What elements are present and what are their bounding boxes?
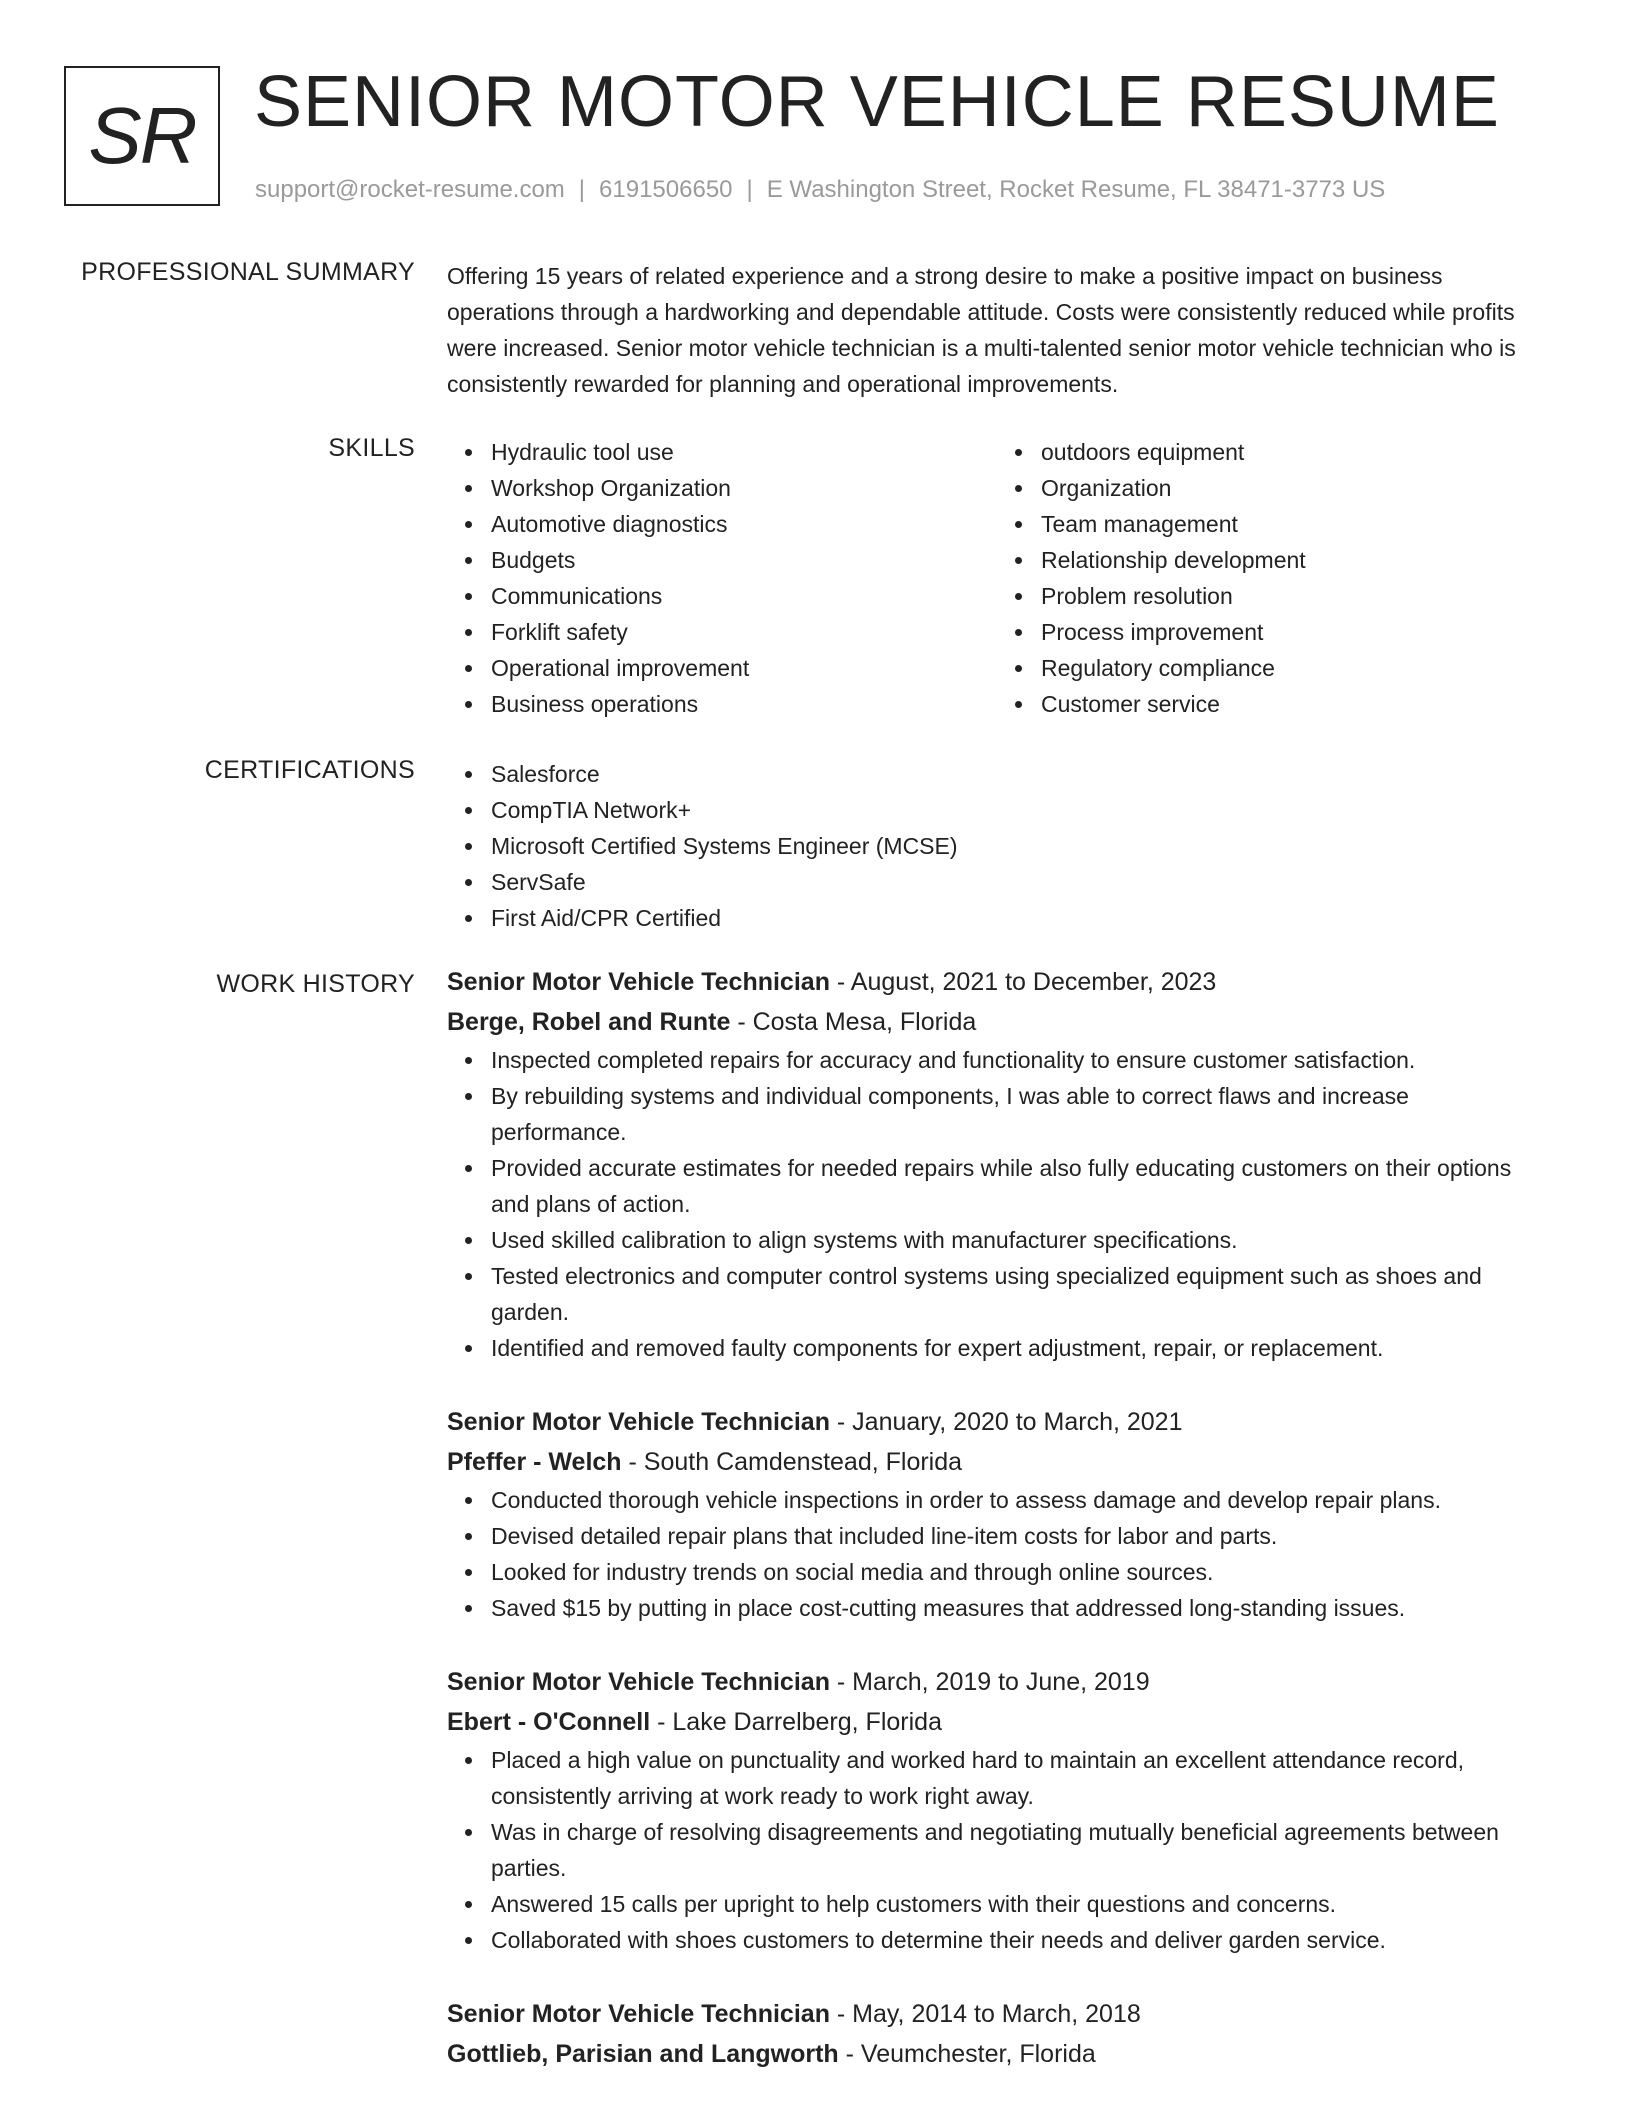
list-item: First Aid/CPR Certified [491,900,1547,936]
list-item: Identified and removed faulty components for expert adjustment, repair, or replacement. [491,1330,1547,1366]
job-role: Senior Motor Vehicle Technician [447,2000,830,2028]
job-entry [447,1402,1547,1626]
list-item: outdoors equipment [1041,434,1547,470]
skills-list [447,434,1547,722]
list-item: Customer service [1041,686,1547,722]
job-bullets [447,1742,1547,1958]
section-title-skills: SKILLS [328,434,415,462]
email-text: support@rocket-resume.com [255,176,565,203]
skills-column-1 [447,434,997,722]
list-item: Answered 15 calls per upright to help customers with their questions and concerns. [491,1886,1547,1922]
job-company-line [447,1702,1547,1742]
job-bullets [447,1482,1547,1626]
list-item: Communications [491,578,997,614]
section-title-certifications: CERTIFICATIONS [204,756,415,784]
job-title-line [447,962,1547,1002]
list-item: Conducted thorough vehicle inspections in order to assess damage and develop repair plans. [491,1482,1547,1518]
list-item: ServSafe [491,864,1547,900]
list-item: Microsoft Certified Systems Engineer (MCSE) [491,828,1547,864]
list-item: Workshop Organization [491,470,997,506]
list-item: Problem resolution [1041,578,1547,614]
job-title-line [447,1662,1547,1702]
skills-column-2 [997,434,1547,722]
job-company-line [447,2034,1547,2074]
separator: | [578,176,586,203]
list-item: Looked for industry trends on social media and through online sources. [491,1554,1547,1590]
list-item: Hydraulic tool use [491,434,997,470]
list-item: Process improvement [1041,614,1547,650]
job-location: - Veumchester, Florida [838,2040,1096,2068]
list-item: Provided accurate estimates for needed repairs while also fully educating customers on their options and plans of action. [491,1150,1547,1222]
address-text: E Washington Street, Rocket Resume, FL 38471-3773 US [766,176,1386,203]
job-role: Senior Motor Vehicle Technician [447,1668,830,1696]
job-bullets [447,1042,1547,1366]
certifications-list [447,756,1547,936]
job-dates: - March, 2019 to June, 2019 [829,1668,1150,1696]
section-title-work-history: WORK HISTORY [216,970,415,998]
summary-text: Offering 15 years of related experience and a strong desire to make a positive impact on business operations through a hardworking and dependable attitude. Costs were consistently reduced while profits were increased. Senior motor vehicle technician is a multi-talented senior motor vehicle technician who is consistently rewarded for planning and operational improvements. [447,263,1516,397]
list-item: Regulatory compliance [1041,650,1547,686]
job-company: Berge, Robel and Runte [447,1008,731,1036]
monogram-logo: SR [64,66,220,206]
job-entry [447,1662,1547,1958]
work-history-list [447,962,1547,2074]
job-location: - South Camdenstead, Florida [621,1448,963,1476]
list-item: Was in charge of resolving disagreements and negotiating mutually beneficial agreements between parties. [491,1814,1547,1886]
certifications-body [447,756,1547,936]
separator: | [746,176,753,203]
job-title-line [447,1402,1547,1442]
list-item: Used skilled calibration to align systems with manufacturer specifications. [491,1222,1547,1258]
page-title: SENIOR MOTOR VEHICLE RESUME [254,62,1500,142]
list-item: Forklift safety [491,614,997,650]
list-item: By rebuilding systems and individual components, I was able to correct flaws and increase performance. [491,1078,1547,1150]
job-role: Senior Motor Vehicle Technician [447,1408,830,1436]
job-role: Senior Motor Vehicle Technician [447,968,830,996]
job-company-line [447,1442,1547,1482]
list-item: Saved $15 by putting in place cost-cutting measures that addressed long-standing issues. [491,1590,1547,1626]
job-title-line [447,1994,1547,2034]
job-dates: - May, 2014 to March, 2018 [829,2000,1141,2028]
job-company: Pfeffer - Welch [447,1448,622,1476]
list-item: Organization [1041,470,1547,506]
list-item: CompTIA Network+ [491,792,1547,828]
job-dates: - January, 2020 to March, 2021 [829,1408,1183,1436]
list-item: Tested electronics and computer control systems using specialized equipment such as shoes and garden. [491,1258,1547,1330]
contact-line [255,176,1385,204]
list-item: Collaborated with shoes customers to determine their needs and deliver garden service. [491,1922,1547,1958]
job-entry [447,1994,1547,2074]
list-item: Operational improvement [491,650,997,686]
list-item: Team management [1041,506,1547,542]
list-item: Devised detailed repair plans that included line-item costs for labor and parts. [491,1518,1547,1554]
job-entry [447,962,1547,1366]
list-item: Business operations [491,686,997,722]
list-item: Relationship development [1041,542,1547,578]
job-company: Gottlieb, Parisian and Langworth [447,2040,839,2068]
list-item: Placed a high value on punctuality and worked hard to maintain an excellent attendance record, consistently arriving at work ready to work right away. [491,1742,1547,1814]
list-item: Inspected completed repairs for accuracy and functionality to ensure customer satisfaction. [491,1042,1547,1078]
job-company: Ebert - O'Connell [447,1708,651,1736]
job-location: - Costa Mesa, Florida [730,1008,977,1036]
phone-text: 6191506650 [599,176,733,203]
list-item: Budgets [491,542,997,578]
job-company-line [447,1002,1547,1042]
section-title-summary: PROFESSIONAL SUMMARY [81,258,415,286]
list-item: Automotive diagnostics [491,506,997,542]
list-item: Salesforce [491,756,1547,792]
job-dates: - August, 2021 to December, 2023 [829,968,1217,996]
job-location: - Lake Darrelberg, Florida [650,1708,942,1736]
